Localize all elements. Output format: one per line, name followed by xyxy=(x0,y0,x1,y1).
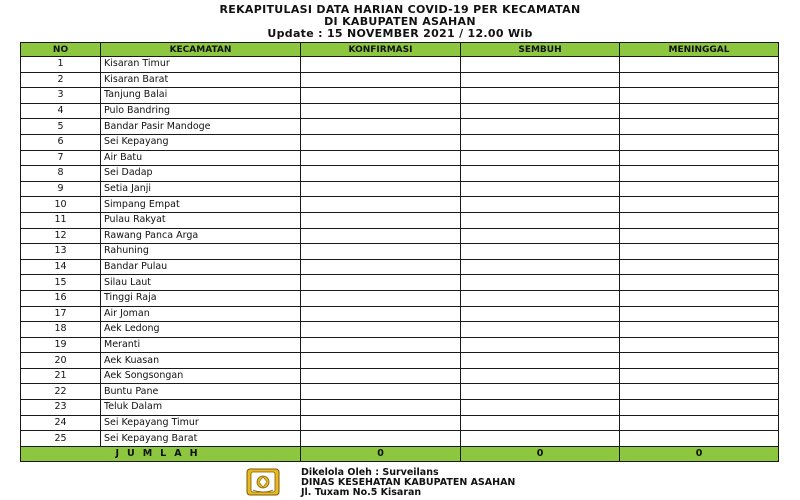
sembuh-cell xyxy=(461,290,620,306)
kecamatan-name: Rahuning xyxy=(101,244,301,260)
row-number: 16 xyxy=(21,290,101,306)
meninggal-cell xyxy=(620,166,779,182)
sembuh-cell xyxy=(461,166,620,182)
column-header-sembuh: SEMBUH xyxy=(461,43,620,57)
row-number: 21 xyxy=(21,368,101,384)
konfirmasi-cell xyxy=(301,72,461,88)
row-number: 10 xyxy=(21,197,101,213)
sembuh-cell xyxy=(461,134,620,150)
table-row xyxy=(21,181,779,197)
konfirmasi-cell xyxy=(301,290,461,306)
table-row xyxy=(21,119,779,135)
row-number: 7 xyxy=(21,150,101,166)
konfirmasi-cell xyxy=(301,103,461,119)
konfirmasi-cell xyxy=(301,88,461,104)
row-number: 15 xyxy=(21,275,101,291)
konfirmasi-cell xyxy=(301,400,461,416)
meninggal-cell xyxy=(620,181,779,197)
total-label: JUMLAH xyxy=(21,446,301,462)
konfirmasi-cell xyxy=(301,322,461,338)
table-header-row xyxy=(21,43,779,57)
table-row xyxy=(21,400,779,416)
title-line-2: DI KABUPATEN ASAHAN xyxy=(324,15,476,28)
row-number: 8 xyxy=(21,166,101,182)
table-row xyxy=(21,384,779,400)
konfirmasi-cell xyxy=(301,415,461,431)
kecamatan-name: Teluk Dalam xyxy=(101,400,301,416)
table-row xyxy=(21,228,779,244)
konfirmasi-cell xyxy=(301,212,461,228)
kecamatan-name: Rawang Panca Arga xyxy=(101,228,301,244)
konfirmasi-cell xyxy=(301,57,461,73)
meninggal-cell xyxy=(620,103,779,119)
table-row xyxy=(21,72,779,88)
total-row xyxy=(21,446,779,462)
kecamatan-name: Aek Kuasan xyxy=(101,353,301,369)
row-number: 2 xyxy=(21,72,101,88)
kecamatan-name: Air Batu xyxy=(101,150,301,166)
sembuh-cell xyxy=(461,228,620,244)
kecamatan-name: Kisaran Barat xyxy=(101,72,301,88)
table-row xyxy=(21,368,779,384)
konfirmasi-cell xyxy=(301,368,461,384)
meninggal-cell xyxy=(620,244,779,260)
table-row xyxy=(21,322,779,338)
agency-address: Jl. Tuxam No.5 Kisaran xyxy=(301,487,422,498)
table-row xyxy=(21,275,779,291)
meninggal-cell xyxy=(620,212,779,228)
sembuh-cell xyxy=(461,88,620,104)
konfirmasi-cell xyxy=(301,275,461,291)
meninggal-cell xyxy=(620,353,779,369)
kecamatan-name: Tinggi Raja xyxy=(101,290,301,306)
sembuh-cell xyxy=(461,306,620,322)
konfirmasi-cell xyxy=(301,384,461,400)
table-row xyxy=(21,244,779,260)
sembuh-cell xyxy=(461,212,620,228)
footer-text xyxy=(301,468,515,498)
konfirmasi-cell xyxy=(301,259,461,275)
konfirmasi-cell xyxy=(301,197,461,213)
kecamatan-name: Aek Songsongan xyxy=(101,368,301,384)
row-number: 6 xyxy=(21,134,101,150)
kecamatan-name: Sei Kepayang xyxy=(101,134,301,150)
total-konfirmasi: 0 xyxy=(301,446,461,462)
meninggal-cell xyxy=(620,72,779,88)
konfirmasi-cell xyxy=(301,119,461,135)
update-timestamp: Update : 15 NOVEMBER 2021 / 12.00 Wib xyxy=(267,27,533,40)
meninggal-cell xyxy=(620,197,779,213)
table-row xyxy=(21,57,779,73)
row-number: 17 xyxy=(21,306,101,322)
covid-recap-table xyxy=(20,42,779,462)
kecamatan-name: Pulau Rakyat xyxy=(101,212,301,228)
row-number: 13 xyxy=(21,244,101,260)
kecamatan-name: Bandar Pulau xyxy=(101,259,301,275)
total-sembuh: 0 xyxy=(461,446,620,462)
konfirmasi-cell xyxy=(301,306,461,322)
table-row xyxy=(21,103,779,119)
table-row xyxy=(21,415,779,431)
kecamatan-name: Sei Kepayang Barat xyxy=(101,431,301,447)
title-line-1: REKAPITULASI DATA HARIAN COVID-19 PER KECAMATAN xyxy=(219,3,581,16)
kecamatan-name: Simpang Empat xyxy=(101,197,301,213)
sembuh-cell xyxy=(461,384,620,400)
row-number: 5 xyxy=(21,119,101,135)
row-number: 22 xyxy=(21,384,101,400)
row-number: 11 xyxy=(21,212,101,228)
meninggal-cell xyxy=(620,119,779,135)
table-row xyxy=(21,166,779,182)
column-header-no: NO xyxy=(21,43,101,57)
meninggal-cell xyxy=(620,259,779,275)
sembuh-cell xyxy=(461,400,620,416)
kecamatan-name: Tanjung Balai xyxy=(101,88,301,104)
kecamatan-name: Silau Laut xyxy=(101,275,301,291)
sembuh-cell xyxy=(461,322,620,338)
row-number: 3 xyxy=(21,88,101,104)
sembuh-cell xyxy=(461,353,620,369)
row-number: 9 xyxy=(21,181,101,197)
table-row xyxy=(21,212,779,228)
kecamatan-name: Buntu Pane xyxy=(101,384,301,400)
sembuh-cell xyxy=(461,431,620,447)
meninggal-cell xyxy=(620,337,779,353)
row-number: 12 xyxy=(21,228,101,244)
table-row xyxy=(21,353,779,369)
sembuh-cell xyxy=(461,150,620,166)
column-header-konfirmasi: KONFIRMASI xyxy=(301,43,461,57)
sembuh-cell xyxy=(461,197,620,213)
table-row xyxy=(21,290,779,306)
konfirmasi-cell xyxy=(301,244,461,260)
row-number: 25 xyxy=(21,431,101,447)
kecamatan-name: Bandar Pasir Mandoge xyxy=(101,119,301,135)
table-row xyxy=(21,259,779,275)
table-row xyxy=(21,306,779,322)
kecamatan-name: Pulo Bandring xyxy=(101,103,301,119)
sembuh-cell xyxy=(461,368,620,384)
sembuh-cell xyxy=(461,72,620,88)
sembuh-cell xyxy=(461,275,620,291)
kecamatan-name: Aek Ledong xyxy=(101,322,301,338)
report-title xyxy=(0,4,800,40)
sembuh-cell xyxy=(461,57,620,73)
table-row xyxy=(21,150,779,166)
row-number: 18 xyxy=(21,322,101,338)
konfirmasi-cell xyxy=(301,431,461,447)
sembuh-cell xyxy=(461,337,620,353)
column-header-kecamatan: KECAMATAN xyxy=(101,43,301,57)
row-number: 1 xyxy=(21,57,101,73)
table-row xyxy=(21,337,779,353)
meninggal-cell xyxy=(620,275,779,291)
total-meninggal: 0 xyxy=(620,446,779,462)
kecamatan-name: Sei Dadap xyxy=(101,166,301,182)
column-header-meninggal: MENINGGAL xyxy=(620,43,779,57)
row-number: 24 xyxy=(21,415,101,431)
table-row xyxy=(21,197,779,213)
kecamatan-name: Air Joman xyxy=(101,306,301,322)
agency-name: DINAS KESEHATAN KABUPATEN ASAHAN xyxy=(301,477,516,488)
sembuh-cell xyxy=(461,119,620,135)
konfirmasi-cell xyxy=(301,353,461,369)
meninggal-cell xyxy=(620,368,779,384)
row-number: 14 xyxy=(21,259,101,275)
table-row xyxy=(21,88,779,104)
konfirmasi-cell xyxy=(301,150,461,166)
konfirmasi-cell xyxy=(301,134,461,150)
kecamatan-name: Setia Janji xyxy=(101,181,301,197)
meninggal-cell xyxy=(620,415,779,431)
meninggal-cell xyxy=(620,384,779,400)
meninggal-cell xyxy=(620,228,779,244)
sembuh-cell xyxy=(461,103,620,119)
meninggal-cell xyxy=(620,88,779,104)
kecamatan-name: Kisaran Timur xyxy=(101,57,301,73)
row-number: 4 xyxy=(21,103,101,119)
sembuh-cell xyxy=(461,415,620,431)
meninggal-cell xyxy=(620,306,779,322)
table-row xyxy=(21,134,779,150)
meninggal-cell xyxy=(620,431,779,447)
kecamatan-name: Meranti xyxy=(101,337,301,353)
meninggal-cell xyxy=(620,322,779,338)
konfirmasi-cell xyxy=(301,166,461,182)
meninggal-cell xyxy=(620,150,779,166)
table-body xyxy=(21,57,779,447)
row-number: 19 xyxy=(21,337,101,353)
konfirmasi-cell xyxy=(301,337,461,353)
footer xyxy=(246,468,666,498)
regency-emblem-icon xyxy=(246,468,280,496)
row-number: 20 xyxy=(21,353,101,369)
kecamatan-name: Sei Kepayang Timur xyxy=(101,415,301,431)
meninggal-cell xyxy=(620,290,779,306)
konfirmasi-cell xyxy=(301,181,461,197)
sembuh-cell xyxy=(461,181,620,197)
sembuh-cell xyxy=(461,259,620,275)
meninggal-cell xyxy=(620,57,779,73)
managed-by: Dikelola Oleh : Surveilans xyxy=(301,467,439,478)
table-row xyxy=(21,431,779,447)
row-number: 23 xyxy=(21,400,101,416)
sembuh-cell xyxy=(461,244,620,260)
konfirmasi-cell xyxy=(301,228,461,244)
meninggal-cell xyxy=(620,400,779,416)
meninggal-cell xyxy=(620,134,779,150)
